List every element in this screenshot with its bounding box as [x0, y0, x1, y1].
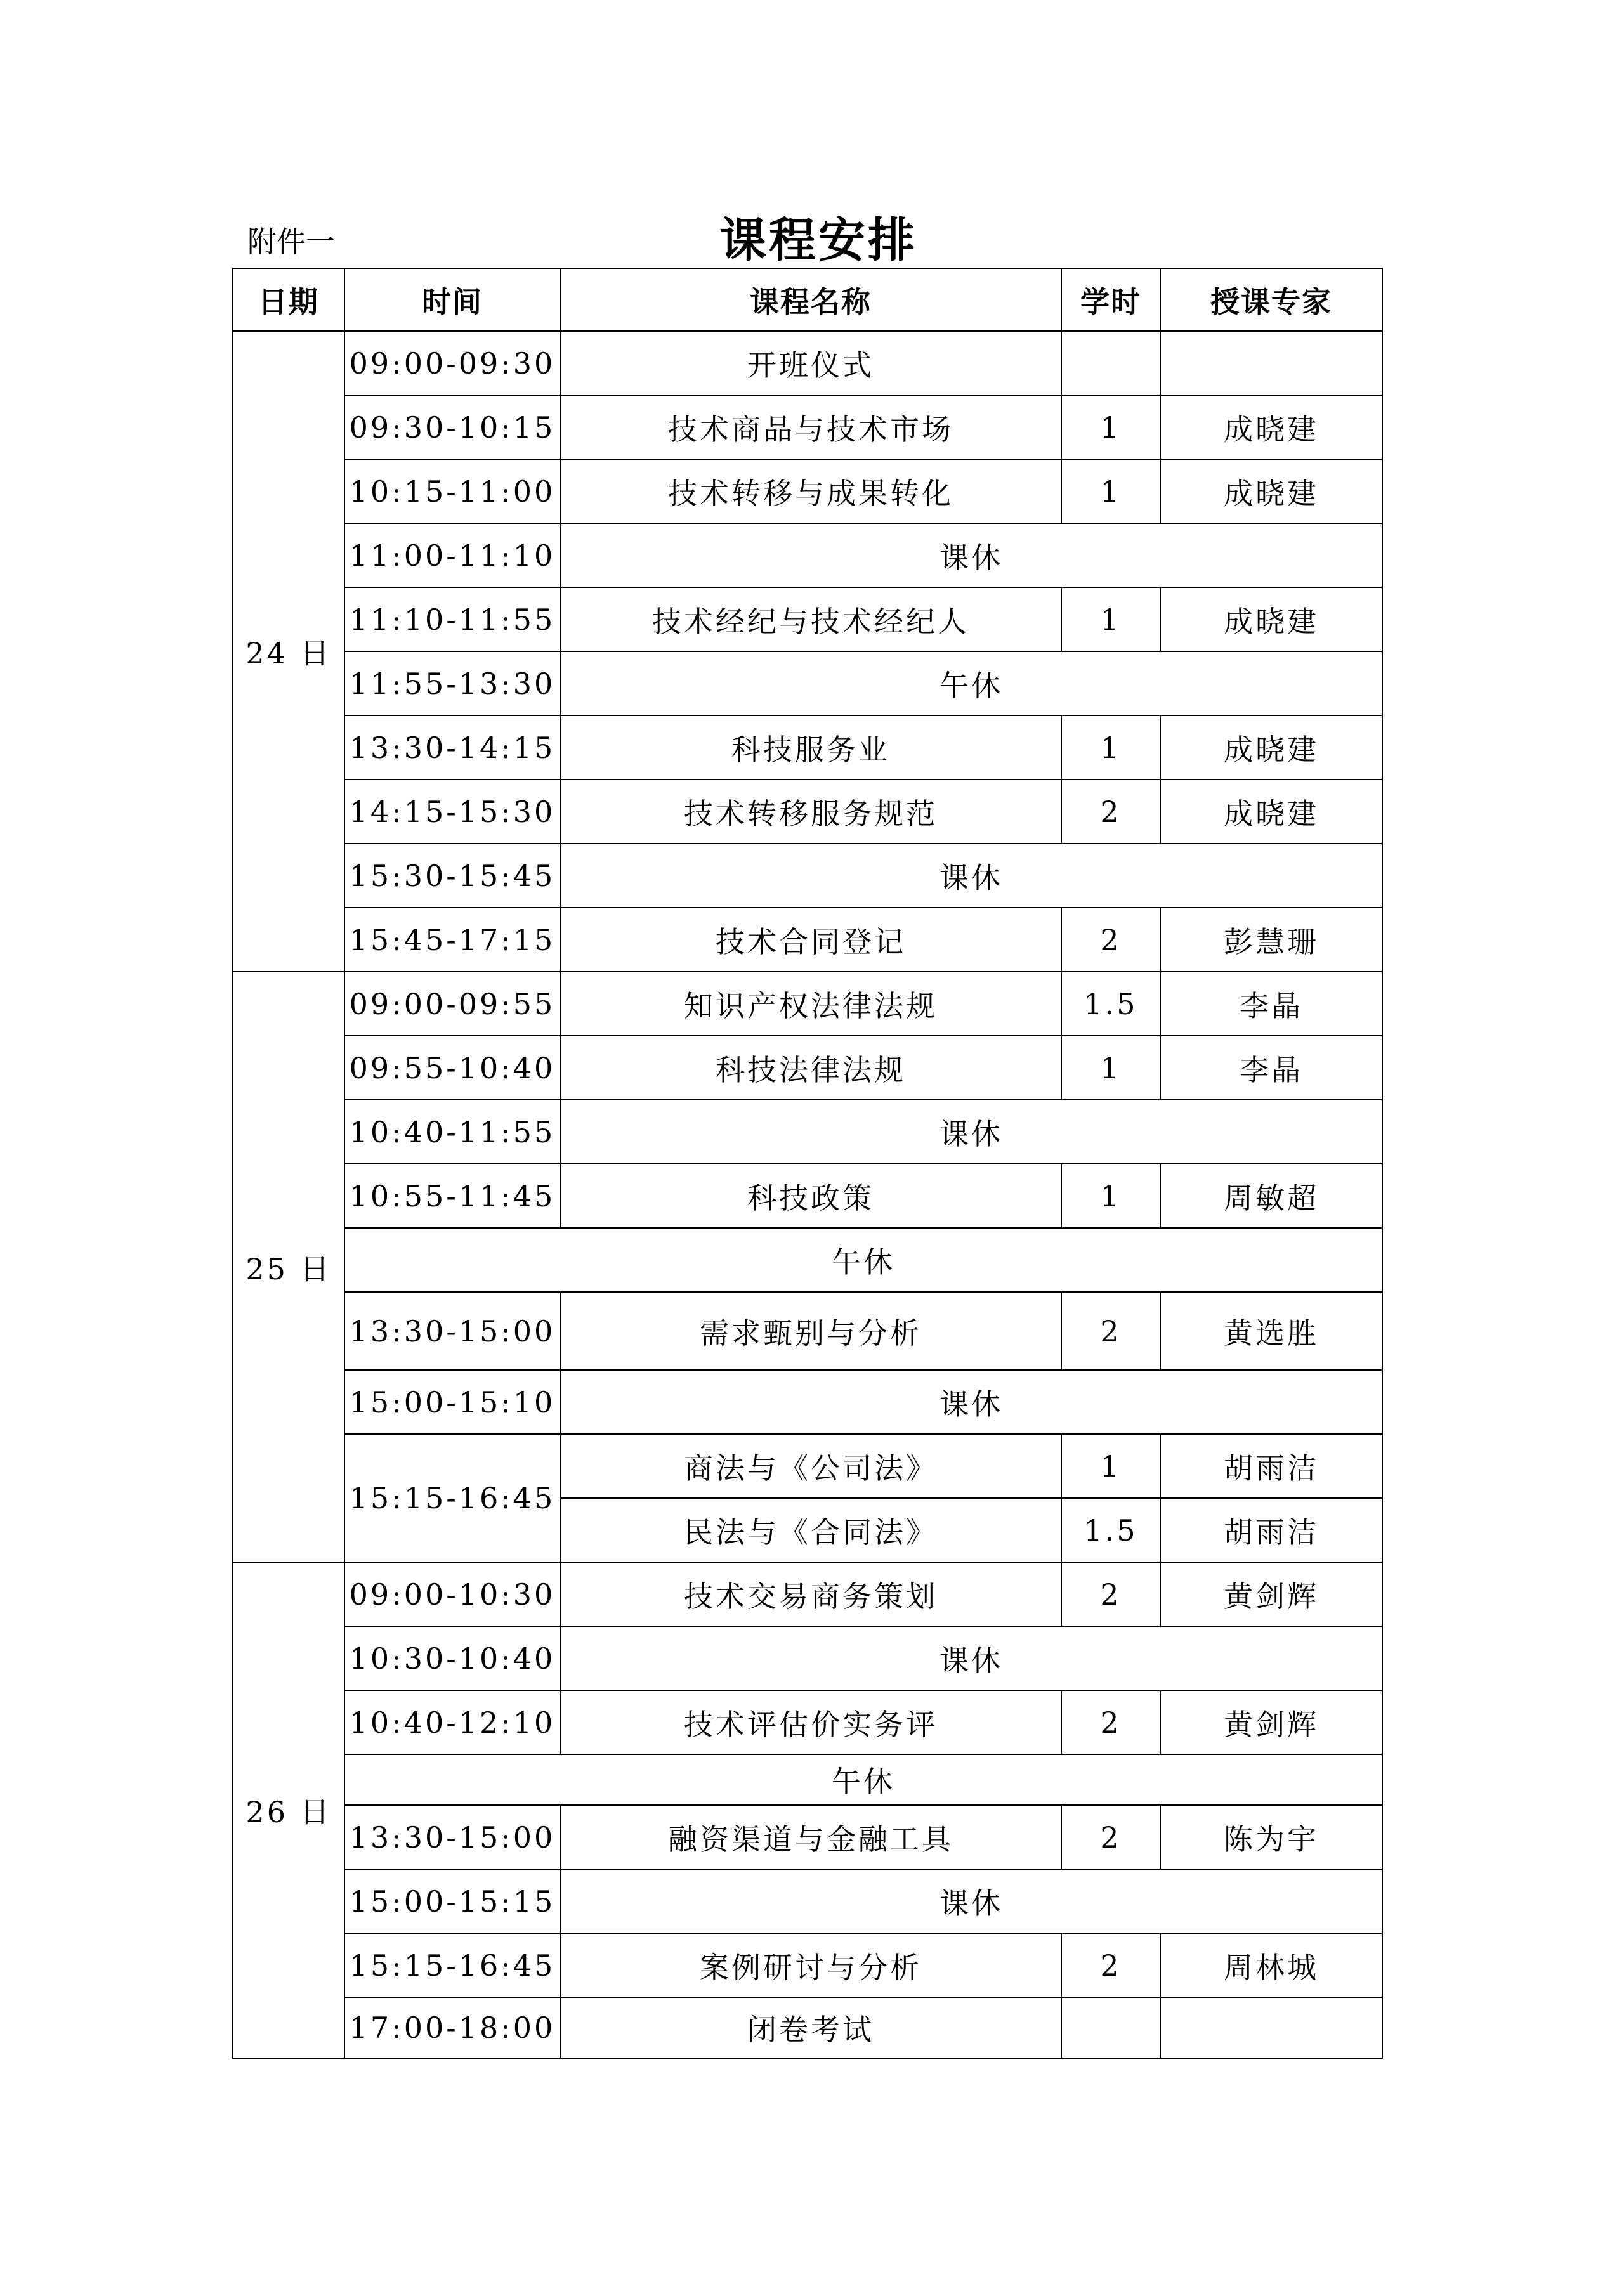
table-row — [233, 1292, 1382, 1370]
time-cell: 15:15-16:45 — [344, 1933, 560, 1997]
lunch-break-cell: 午休 — [344, 1228, 1382, 1292]
expert-cell — [1160, 1997, 1382, 2058]
expert-cell: 成晓建 — [1160, 587, 1382, 651]
course-cell: 技术转移服务规范 — [560, 779, 1061, 844]
break-cell: 课休 — [560, 1100, 1382, 1164]
time-cell: 09:55-10:40 — [344, 1036, 560, 1100]
time-cell: 13:30-14:15 — [344, 715, 560, 779]
hours-cell — [1061, 331, 1160, 395]
time-cell: 10:40-12:10 — [344, 1690, 560, 1754]
lunch-break-cell: 午休 — [344, 1754, 1382, 1805]
hours-cell: 1 — [1061, 459, 1160, 523]
table-row — [233, 1228, 1382, 1292]
hours-cell: 1 — [1061, 1434, 1160, 1498]
time-cell: 15:00-15:15 — [344, 1869, 560, 1933]
page-title: 课程安排 — [719, 213, 917, 268]
time-cell: 15:00-15:10 — [344, 1370, 560, 1434]
break-cell: 课休 — [560, 1869, 1382, 1933]
expert-cell: 胡雨洁 — [1160, 1498, 1382, 1562]
table-row — [233, 1997, 1382, 2058]
course-cell: 科技政策 — [560, 1164, 1061, 1228]
course-cell: 技术经纪与技术经纪人 — [560, 587, 1061, 651]
table-row — [233, 523, 1382, 587]
time-cell: 09:00-10:30 — [344, 1562, 560, 1626]
attachment-label: 附件一 — [247, 225, 335, 259]
course-cell: 知识产权法律法规 — [560, 972, 1061, 1036]
table-row — [233, 1100, 1382, 1164]
table-row — [233, 779, 1382, 844]
expert-cell: 李晶 — [1160, 1036, 1382, 1100]
time-cell: 14:15-15:30 — [344, 779, 560, 844]
course-cell: 技术商品与技术市场 — [560, 395, 1061, 459]
time-cell: 13:30-15:00 — [344, 1805, 560, 1869]
hours-cell: 1 — [1061, 395, 1160, 459]
break-cell: 课休 — [560, 1626, 1382, 1690]
time-cell: 15:30-15:45 — [344, 844, 560, 908]
time-cell: 11:10-11:55 — [344, 587, 560, 651]
course-cell: 技术评估价实务评 — [560, 1690, 1061, 1754]
time-cell: 11:00-11:10 — [344, 523, 560, 587]
expert-cell: 黄剑辉 — [1160, 1690, 1382, 1754]
hours-cell: 2 — [1061, 908, 1160, 972]
expert-cell: 黄选胜 — [1160, 1292, 1382, 1370]
course-cell: 融资渠道与金融工具 — [560, 1805, 1061, 1869]
schedule-table — [232, 268, 1383, 2059]
table-row — [233, 715, 1382, 779]
hours-cell: 2 — [1061, 1805, 1160, 1869]
table-row — [233, 331, 1382, 395]
table-row — [233, 1562, 1382, 1626]
time-cell: 09:30-10:15 — [344, 395, 560, 459]
course-cell: 案例研讨与分析 — [560, 1933, 1061, 1997]
hours-cell: 2 — [1061, 1690, 1160, 1754]
table-row — [233, 1869, 1382, 1933]
break-cell: 午休 — [560, 651, 1382, 715]
expert-cell — [1160, 331, 1382, 395]
table-row — [233, 844, 1382, 908]
hours-cell: 2 — [1061, 1562, 1160, 1626]
hours-cell: 1 — [1061, 715, 1160, 779]
hours-cell — [1061, 1997, 1160, 2058]
break-cell: 课休 — [560, 523, 1382, 587]
table-row — [233, 1626, 1382, 1690]
expert-cell: 李晶 — [1160, 972, 1382, 1036]
course-cell: 商法与《公司法》 — [560, 1434, 1061, 1498]
hours-cell: 1 — [1061, 1164, 1160, 1228]
time-cell: 15:45-17:15 — [344, 908, 560, 972]
time-cell: 10:15-11:00 — [344, 459, 560, 523]
table-row — [233, 1036, 1382, 1100]
table-row — [233, 908, 1382, 972]
table-row — [233, 395, 1382, 459]
table-row — [233, 1434, 1382, 1498]
hours-cell: 1.5 — [1061, 1498, 1160, 1562]
expert-cell: 彭慧珊 — [1160, 908, 1382, 972]
time-cell: 11:55-13:30 — [344, 651, 560, 715]
time-cell: 10:40-11:55 — [344, 1100, 560, 1164]
course-cell: 民法与《合同法》 — [560, 1498, 1061, 1562]
table-row — [233, 972, 1382, 1036]
break-cell: 课休 — [560, 1370, 1382, 1434]
course-cell: 技术合同登记 — [560, 908, 1061, 972]
table-row — [233, 1690, 1382, 1754]
expert-cell: 成晓建 — [1160, 459, 1382, 523]
time-cell: 15:15-16:45 — [344, 1434, 560, 1562]
hours-cell: 1 — [1061, 1036, 1160, 1100]
hours-cell: 2 — [1061, 779, 1160, 844]
time-cell: 17:00-18:00 — [344, 1997, 560, 2058]
course-cell: 闭卷考试 — [560, 1997, 1061, 2058]
header-hours: 学时 — [1061, 268, 1160, 331]
course-cell: 科技法律法规 — [560, 1036, 1061, 1100]
expert-cell: 陈为宇 — [1160, 1805, 1382, 1869]
date-cell: 24 日 — [233, 331, 344, 972]
expert-cell: 成晓建 — [1160, 715, 1382, 779]
expert-cell: 周林城 — [1160, 1933, 1382, 1997]
expert-cell: 周敏超 — [1160, 1164, 1382, 1228]
time-cell: 09:00-09:55 — [344, 972, 560, 1036]
table-row — [233, 651, 1382, 715]
expert-cell: 成晓建 — [1160, 395, 1382, 459]
header-course: 课程名称 — [560, 268, 1061, 331]
header-date: 日期 — [233, 268, 344, 331]
hours-cell: 2 — [1061, 1292, 1160, 1370]
time-cell: 10:55-11:45 — [344, 1164, 560, 1228]
table-row — [233, 459, 1382, 523]
hours-cell: 1.5 — [1061, 972, 1160, 1036]
course-cell: 需求甄别与分析 — [560, 1292, 1061, 1370]
header-expert: 授课专家 — [1160, 268, 1382, 331]
date-cell: 26 日 — [233, 1562, 344, 2058]
time-cell: 13:30-15:00 — [344, 1292, 560, 1370]
header-time: 时间 — [344, 268, 560, 331]
course-cell: 技术交易商务策划 — [560, 1562, 1061, 1626]
time-cell: 09:00-09:30 — [344, 331, 560, 395]
expert-cell: 成晓建 — [1160, 779, 1382, 844]
time-cell: 10:30-10:40 — [344, 1626, 560, 1690]
course-cell: 技术转移与成果转化 — [560, 459, 1061, 523]
course-cell: 开班仪式 — [560, 331, 1061, 395]
hours-cell: 2 — [1061, 1933, 1160, 1997]
course-cell: 科技服务业 — [560, 715, 1061, 779]
table-row — [233, 1370, 1382, 1434]
date-cell: 25 日 — [233, 972, 344, 1562]
break-cell: 课休 — [560, 844, 1382, 908]
table-row — [233, 1164, 1382, 1228]
table-row — [233, 1933, 1382, 1997]
expert-cell: 胡雨洁 — [1160, 1434, 1382, 1498]
expert-cell: 黄剑辉 — [1160, 1562, 1382, 1626]
hours-cell: 1 — [1061, 587, 1160, 651]
table-row — [233, 1754, 1382, 1805]
table-row — [233, 1805, 1382, 1869]
table-row — [233, 587, 1382, 651]
header-row — [233, 268, 1382, 331]
